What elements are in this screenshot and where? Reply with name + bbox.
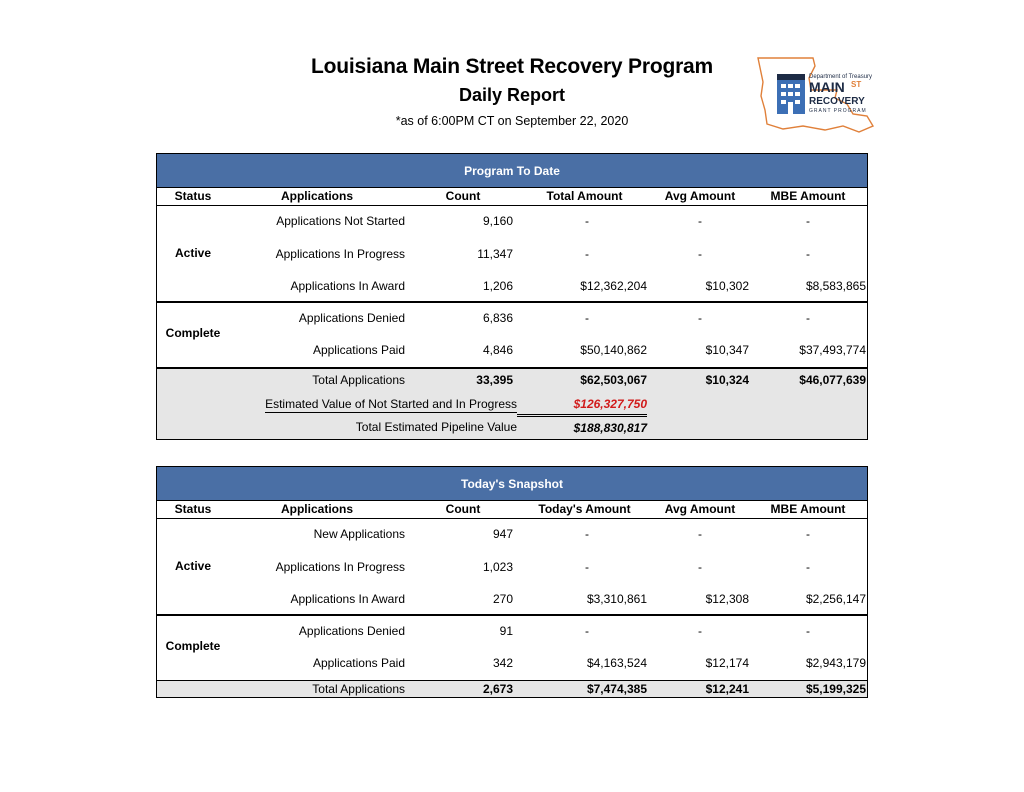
total-count: 33,395 xyxy=(476,373,513,387)
status-complete: Complete xyxy=(165,326,221,340)
col-avg-amount: Avg Amount xyxy=(664,502,736,516)
pipeline-label: Total Estimated Pipeline Value xyxy=(355,420,517,434)
complete-group: Complete Applications Denied 6,836 - - - Applications Paid 4,846 $50,140,862 $10,347 $37,493,774 xyxy=(157,303,867,367)
total-avg: $12,241 xyxy=(705,682,749,696)
active-group: Active New Applications 947 - - - Applications In Progress 1,023 - - - Applications In Award 270 $3,310,861 $12,308 $2,256,147 xyxy=(157,519,867,616)
logo-dept-text: Department of Treasury xyxy=(809,74,873,80)
report-subtitle: Daily Report xyxy=(458,85,566,105)
pipeline-value: $188,830,817 xyxy=(573,421,647,435)
logo-st-text: ST xyxy=(851,80,862,89)
col-status: Status xyxy=(174,189,212,203)
logo-main-text: MAIN xyxy=(809,79,845,95)
total-amount: $62,503,067 xyxy=(580,373,647,387)
estimated-value: $126,327,750 xyxy=(573,397,647,411)
col-count: Count xyxy=(445,502,481,516)
total-amount: $7,474,385 xyxy=(586,682,647,696)
col-status: Status xyxy=(174,502,212,516)
total-avg: $10,324 xyxy=(705,373,749,387)
col-todays-amount: Today's Amount xyxy=(538,502,631,516)
col-avg-amount: Avg Amount xyxy=(664,189,736,203)
estimated-value-label: Estimated Value of Not Started and In Progress xyxy=(265,397,517,411)
status-active: Active xyxy=(174,559,212,573)
total-applications-label: Total Applications xyxy=(312,682,405,696)
col-mbe-amount: MBE Amount xyxy=(770,189,846,203)
totals-section xyxy=(157,367,867,439)
active-group: Active Applications Not Started 9,160 - - - Applications In Progress 11,347 - - - Applications In Award 1,206 $12,362,204 $10,302 $8,583,865 xyxy=(157,206,867,303)
column-headers xyxy=(157,188,867,206)
col-applications: Applications xyxy=(280,502,353,516)
program-to-date-band: Program To Date xyxy=(157,154,867,188)
logo-grant-text: GRANT PROGRAM xyxy=(809,108,867,114)
col-mbe-amount: MBE Amount xyxy=(770,502,846,516)
as-of-timestamp: *as of 6:00PM CT on September 22, 2020 xyxy=(395,114,629,128)
todays-snapshot-table xyxy=(156,466,868,698)
double-underline xyxy=(517,414,647,417)
col-count: Count xyxy=(445,189,481,203)
status-complete: Complete xyxy=(165,639,221,653)
total-mbe: $5,199,325 xyxy=(805,682,866,696)
col-total-amount: Total Amount xyxy=(546,189,623,203)
totals-section xyxy=(157,680,867,697)
complete-group: Complete Applications Denied 91 - - - Applications Paid 342 $4,163,524 $12,174 $2,943,179 xyxy=(157,616,867,680)
column-headers xyxy=(157,501,867,519)
todays-snapshot-band: Today's Snapshot xyxy=(157,467,867,501)
report-title: Louisiana Main Street Recovery Program xyxy=(310,55,714,78)
louisiana-outline-icon xyxy=(758,58,873,132)
program-to-date-table xyxy=(156,153,868,440)
total-count: 2,673 xyxy=(482,682,513,696)
logo-recovery-text: RECOVERY xyxy=(809,96,865,107)
col-applications: Applications xyxy=(280,189,353,203)
status-active: Active xyxy=(174,246,212,260)
total-applications-label: Total Applications xyxy=(312,373,405,387)
total-mbe: $46,077,639 xyxy=(799,373,866,387)
main-street-recovery-logo xyxy=(755,56,885,136)
